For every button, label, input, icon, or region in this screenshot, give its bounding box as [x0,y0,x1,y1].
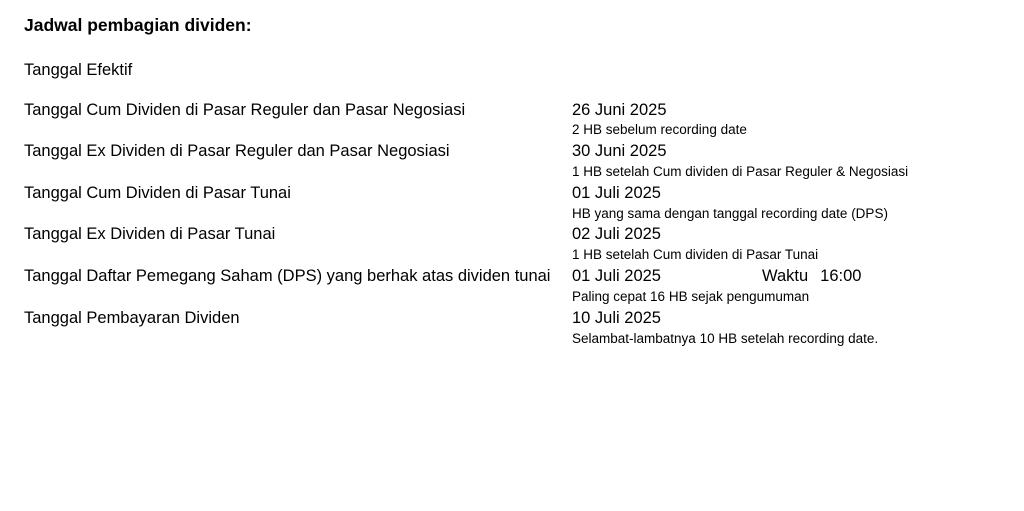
row-extra [762,223,1000,246]
note-spacer [24,121,572,140]
note-spacer [24,205,572,224]
row-extra [762,265,1000,288]
row-label: Tanggal Daftar Pemegang Saham (DPS) yang berhak atas dividen tunai [24,267,551,286]
row-label: Tanggal Efektif [24,60,133,79]
row-value: 26 Juni 2025 [572,100,667,119]
table-row [24,307,1000,330]
note-spacer [24,163,572,182]
row-note: Paling cepat 16 HB sejak pengumuman [572,288,810,304]
row-extra [762,182,1000,205]
row-label: Tanggal Cum Dividen di Pasar Tunai [24,183,291,202]
row-label: Tanggal Pembayaran Dividen [24,308,240,327]
dividend-schedule-table [24,59,1000,349]
row-note: 1 HB setelah Cum dividen di Pasar Tunai [572,247,819,263]
table-row [24,59,1000,82]
note-spacer [24,330,572,349]
table-row [24,182,1000,205]
row-spacer-cell [24,82,572,99]
row-value: 01 Juli 2025 [572,267,661,286]
row-spacer-cell [762,82,1000,99]
row-note: 1 HB setelah Cum dividen di Pasar Reguler & Negosiasi [572,163,909,179]
row-extra [762,99,1000,122]
row-value: 10 Juli 2025 [572,308,661,327]
row-value: 30 Juni 2025 [572,142,667,161]
row-extra [762,307,1000,330]
row-extra [762,140,1000,163]
table-note-row [24,246,1000,265]
row-extra [762,59,1000,82]
table-note-row [24,330,1000,349]
table-row [24,140,1000,163]
row-value: 01 Juli 2025 [572,183,661,202]
table-row [24,99,1000,122]
row-value [572,59,762,82]
time-value: 16:00 [820,267,862,286]
table-row [24,265,1000,288]
row-label: Tanggal Cum Dividen di Pasar Reguler dan Pasar Negosiasi [24,100,466,119]
row-spacer [24,82,1000,99]
page-title: Jadwal pembagian dividen: [24,15,252,35]
note-spacer [24,246,572,265]
time-label: Waktu [762,267,809,286]
table-note-row [24,288,1000,307]
row-note: Selambat-lambatnya 10 HB setelah recording date. [572,330,879,346]
note-spacer [24,288,572,307]
row-label: Tanggal Ex Dividen di Pasar Tunai [24,225,276,244]
table-note-row [24,121,1000,140]
row-note: HB yang sama dengan tanggal recording date (DPS) [572,205,888,221]
row-note: 2 HB sebelum recording date [572,122,747,138]
table-note-row [24,163,1000,182]
row-label: Tanggal Ex Dividen di Pasar Reguler dan Pasar Negosiasi [24,142,450,161]
row-value: 02 Juli 2025 [572,225,661,244]
table-row [24,223,1000,246]
row-spacer-cell [572,82,762,99]
table-note-row [24,205,1000,224]
